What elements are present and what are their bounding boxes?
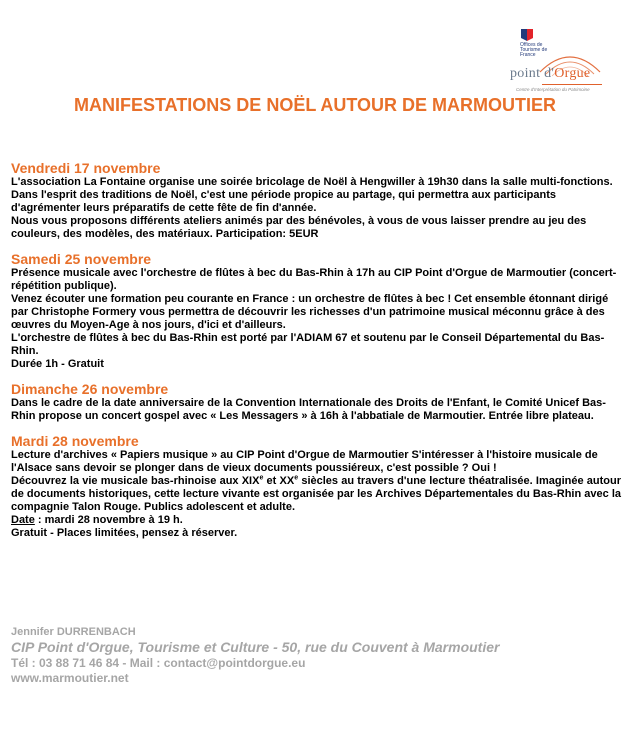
france-flag-icon: [520, 28, 534, 42]
event-dimanche: [11, 381, 621, 423]
contact-org: CIP Point d'Orgue, Tourisme et Culture - 50, rue du Couvent à Marmoutier: [11, 639, 500, 655]
date-label: Date: [11, 514, 35, 526]
event-date: Vendredi 17 novembre: [11, 160, 161, 176]
event-date-line: [11, 514, 621, 527]
contact-details: Tél : 03 88 71 46 84 - Mail : contact@pointdorgue.eu: [11, 656, 306, 670]
century-middle: et XX: [263, 475, 295, 487]
event-samedi: [11, 251, 621, 371]
event-date: Samedi 25 novembre: [11, 251, 152, 267]
event-text: Nous vous proposons différents ateliers animés par des bénévoles, à vous de vous laisser prendre au jeu des couleurs, des modèles, des matériaux. Participation: 5EUR: [11, 215, 587, 240]
century-sup: e: [259, 474, 264, 482]
event-date: Dimanche 26 novembre: [11, 381, 169, 397]
event-text: [11, 475, 621, 514]
event-text: Lecture d'archives « Papiers musique » au CIP Point d'Orgue de Marmoutier S'intéresser à l'histoire musicale de l'Alsace sans devoir se plonger dans de vieux documents poussiéreux, c'est possible ? Oui !: [11, 449, 598, 474]
contact-name: Jennifer DURRENBACH: [11, 626, 136, 638]
event-vendredi: [11, 160, 621, 241]
logo-name-part2: Orgue: [554, 66, 591, 81]
logo-underline: [542, 84, 602, 85]
date-value: : mardi 28 novembre à 19 h.: [34, 514, 183, 526]
event-mardi: [11, 433, 621, 540]
event-text: L'orchestre de flûtes à bec du Bas-Rhin est porté par l'ADIAM 67 et soutenu par le Conseil Départemental du Bas-Rhin.: [11, 332, 605, 357]
logo-office-text: Offices de Tourisme de France: [520, 42, 548, 58]
logo-subtitle: Centre d'Interprétation du Patrimoine: [516, 87, 590, 92]
page-title: MANIFESTATIONS DE NOËL AUTOUR DE MARMOUTIER: [73, 95, 556, 115]
event-text: L'association La Fontaine organise une soirée bricolage de Noël à Hengwiller à 19h30 dans la salle multi-fonctions. Dans l'esprit des traditions de Noël, c'est une période propice au partage, qui permettra aux participants d'agrémenter leurs préparatifs de cette fête de fin d'année.: [11, 176, 613, 214]
events-list: [11, 160, 621, 550]
contact-footer: [11, 620, 499, 686]
century-after: siècles au travers d'une lecture théatralisée. Imaginée autour de documents historiques, cette lecture vivante est organisée par les Archives Départementales du Bas-Rhin avec la compagnie Talon Rouge. Publics adolescent et adulte.: [11, 475, 621, 513]
website-link[interactable]: www.marmoutier.net: [11, 671, 129, 685]
event-text: Dans le cadre de la date anniversaire de la Convention Internationale des Droits de l'Enfant, le Comité Unicef Bas-Rhin propose un concert gospel avec « Les Messagers » à 16h à l'abbatiale de Marmoutier. Entrée libre plateau.: [11, 397, 606, 422]
event-date: Mardi 28 novembre: [11, 433, 139, 449]
event-text: Présence musicale avec l'orchestre de flûtes à bec du Bas-Rhin à 17h au CIP Point d'Orgue de Marmoutier (concert-répétition publique).: [11, 267, 617, 292]
event-text: Gratuit - Places limitées, pensez à réserver.: [11, 527, 238, 539]
logo-name-part1: point d': [510, 66, 555, 81]
logo-name: [510, 66, 590, 82]
century-before: Découvrez la vie musicale bas-rhinoise aux XIX: [11, 475, 260, 487]
century-sup: e: [294, 474, 299, 482]
event-text: Durée 1h - Gratuit: [11, 358, 104, 370]
event-text: Venez écouter une formation peu courante en France : un orchestre de flûtes à bec ! Cet ensemble étonnant dirigé par Christophe Formery vous permettra de découvrir les richesses d'un patrimoine musical méconnu grâce à des œuvres du Moyen-Age à nos jours, d'ici et d'ailleurs.: [11, 293, 609, 331]
